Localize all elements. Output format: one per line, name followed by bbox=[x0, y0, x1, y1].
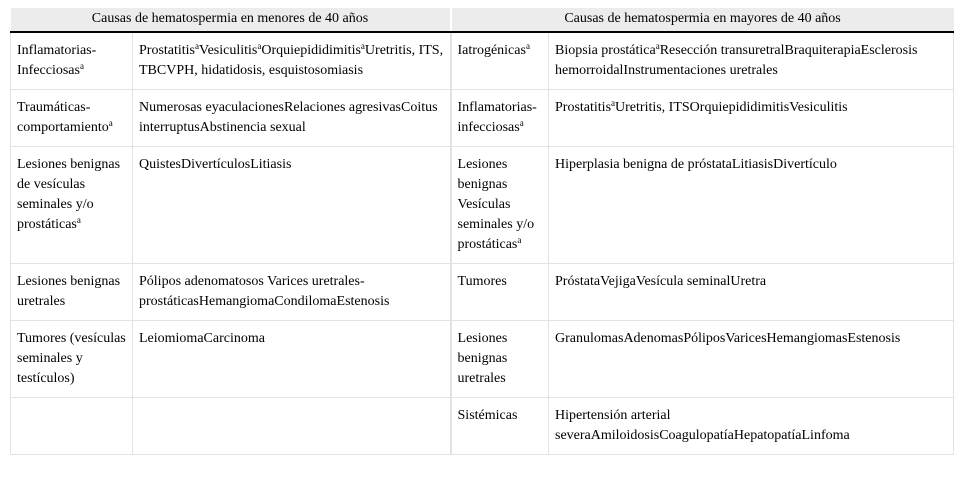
cause-item: LeiomiomaCarcinoma bbox=[139, 331, 265, 346]
cause-item: Biopsia prostática bbox=[555, 43, 656, 58]
cause-item: Hipertensión arterial severaAmiloidosisCoagulopatíaHepatopatíaLinfoma bbox=[555, 408, 850, 443]
cause-item: Numerosas eyaculacionesRelaciones agresivasCoitus interruptusAbstinencia sexual bbox=[139, 100, 438, 135]
header-under-40: Causas de hematospermia en menores de 40 años bbox=[11, 8, 451, 32]
cause-item: Orquiepididimitis bbox=[261, 43, 361, 58]
footnote-marker: a bbox=[108, 118, 113, 128]
footnote-marker: a bbox=[517, 235, 522, 245]
over-40-category-cell bbox=[451, 90, 549, 147]
category-label: Tumores bbox=[457, 274, 507, 289]
footnote-marker: a bbox=[79, 61, 84, 71]
over-40-category-cell bbox=[451, 147, 549, 264]
under-40-causes-cell bbox=[133, 321, 451, 398]
cause-item: GranulomasAdenomasPóliposVaricesHemangiomasEstenosis bbox=[555, 331, 901, 346]
table-row bbox=[11, 398, 954, 455]
under-40-causes-cell bbox=[133, 90, 451, 147]
over-40-causes-cell bbox=[549, 147, 954, 264]
table-row bbox=[11, 32, 954, 90]
cause-item: Uretritis, ITS, TBCVPH, hidatidosis, esquistosomiasis bbox=[139, 43, 444, 78]
footnote-marker: a bbox=[611, 98, 616, 108]
under-40-causes-cell bbox=[133, 32, 451, 90]
hematospermia-table-container bbox=[10, 8, 953, 455]
footnote-marker: a bbox=[195, 41, 200, 51]
footnote-marker: a bbox=[360, 41, 365, 51]
under-40-category-cell bbox=[11, 398, 133, 455]
cause-item: PróstataVejigaVesícula seminalUretra bbox=[555, 274, 767, 289]
footnote-marker: a bbox=[525, 41, 530, 51]
under-40-causes-cell bbox=[133, 264, 451, 321]
cause-item: Pólipos adenomatosos Varices uretrales-prostáticasHemangiomaCondilomaEstenosis bbox=[139, 274, 390, 309]
over-40-causes-cell bbox=[549, 398, 954, 455]
over-40-causes-cell bbox=[549, 32, 954, 90]
cause-item: QuistesDivertículosLitiasis bbox=[139, 157, 292, 172]
category-label: Tumores (vesículas seminales y testículos) bbox=[17, 331, 126, 386]
category-label: Sistémicas bbox=[457, 408, 518, 423]
over-40-category-cell bbox=[451, 321, 549, 398]
over-40-causes-cell bbox=[549, 321, 954, 398]
footnote-marker: a bbox=[655, 41, 660, 51]
footnote-marker: a bbox=[519, 118, 524, 128]
category-label: Inflamatorias-Infecciosas bbox=[17, 43, 97, 78]
over-40-category-cell bbox=[451, 398, 549, 455]
over-40-causes-cell bbox=[549, 90, 954, 147]
table-row bbox=[11, 321, 954, 398]
cause-item: Prostatitis bbox=[555, 100, 612, 115]
footnote-marker: a bbox=[257, 41, 262, 51]
cause-item: Vesiculitis bbox=[199, 43, 258, 58]
table-body bbox=[11, 32, 954, 455]
over-40-category-cell bbox=[451, 32, 549, 90]
under-40-causes-cell bbox=[133, 398, 451, 455]
under-40-category-cell bbox=[11, 264, 133, 321]
under-40-category-cell bbox=[11, 321, 133, 398]
category-label: Lesiones benignas uretrales bbox=[17, 274, 121, 309]
category-label: Traumáticas-comportamiento bbox=[17, 100, 109, 135]
table-row bbox=[11, 90, 954, 147]
under-40-category-cell bbox=[11, 90, 133, 147]
under-40-category-cell bbox=[11, 32, 133, 90]
cause-item: Hiperplasia benigna de próstataLitiasisDivertículo bbox=[555, 157, 837, 172]
category-label: Lesiones benignas Vesículas seminales y/o prostáticas bbox=[457, 157, 535, 252]
hematospermia-causes-table bbox=[10, 8, 954, 455]
over-40-causes-cell bbox=[549, 264, 954, 321]
under-40-causes-cell bbox=[133, 147, 451, 264]
cause-item: Prostatitis bbox=[139, 43, 196, 58]
table-row bbox=[11, 147, 954, 264]
category-label: Inflamatorias-infecciosas bbox=[457, 100, 537, 135]
under-40-category-cell bbox=[11, 147, 133, 264]
cause-item: Resección transuretralBraquiterapiaEsclerosis hemorroidalInstrumentaciones uretrales bbox=[555, 43, 918, 78]
table-header-row bbox=[11, 8, 954, 32]
table-row bbox=[11, 264, 954, 321]
header-over-40: Causas de hematospermia en mayores de 40 años bbox=[451, 8, 954, 32]
category-label: Iatrogénicas bbox=[457, 43, 526, 58]
over-40-category-cell bbox=[451, 264, 549, 321]
category-label: Lesiones benignas uretrales bbox=[457, 331, 508, 386]
category-label: Lesiones benignas de vesículas seminales y/o prostáticas bbox=[17, 157, 121, 232]
footnote-marker: a bbox=[76, 215, 81, 225]
cause-item: Uretritis, ITSOrquiepididimitisVesiculitis bbox=[615, 100, 848, 115]
